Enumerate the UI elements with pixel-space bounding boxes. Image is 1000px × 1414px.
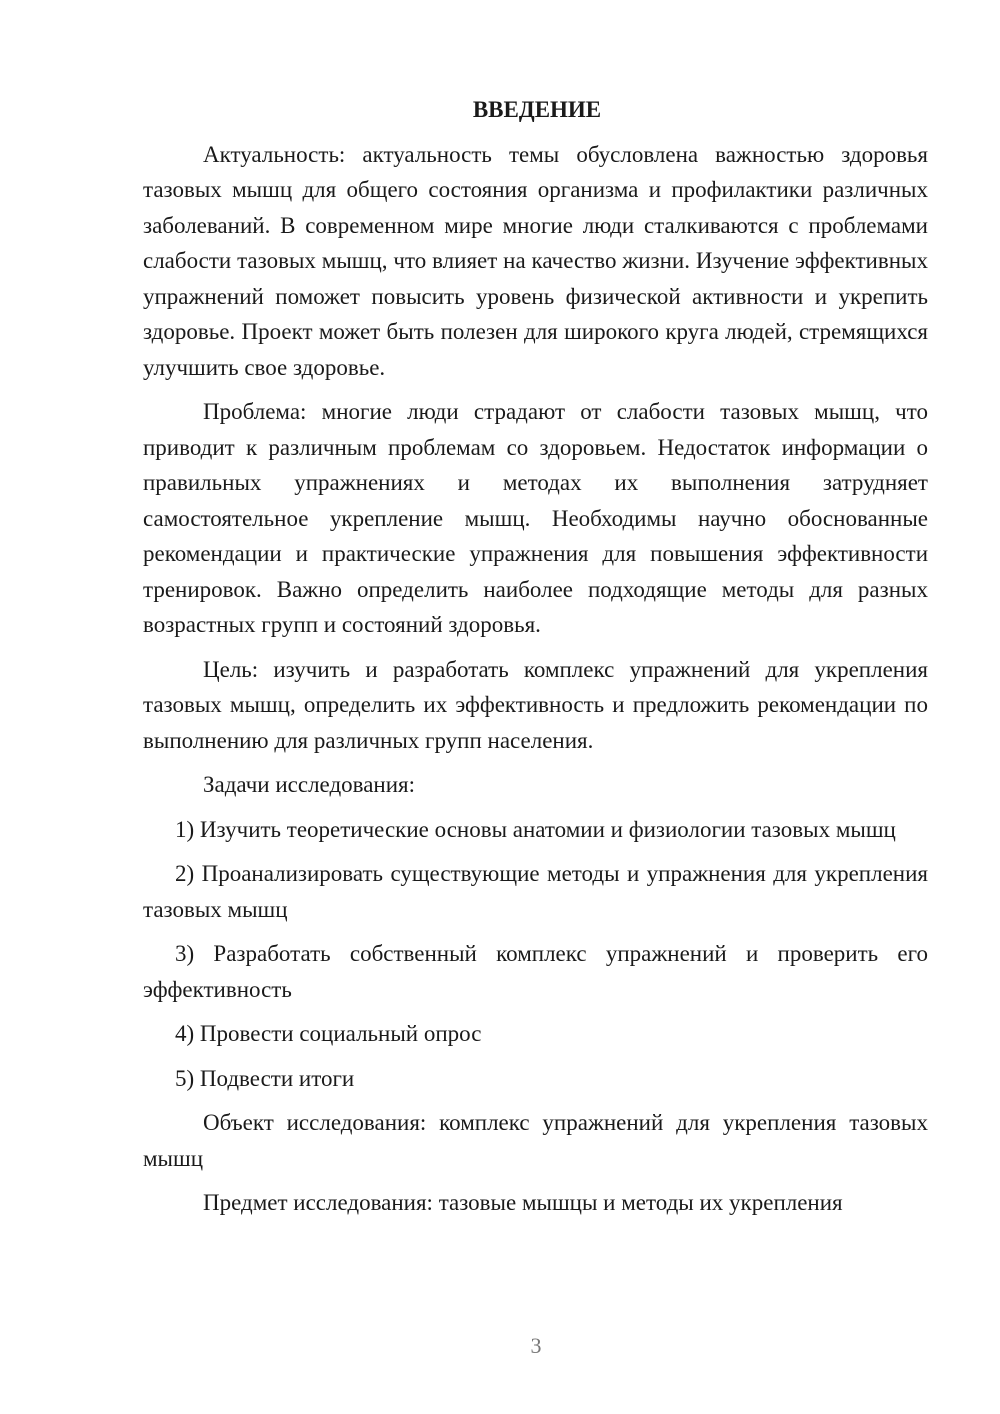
subject-paragraph: Предмет исследования: тазовые мышцы и методы их укрепления — [203, 1190, 843, 1215]
relevance-paragraph: Актуальность: актуальность темы обусловлена важностью здоровья тазовых мышц для общего состояния организма и профилактики различных заболеваний. В современном мире многие люди сталкиваются с проблемами слабости тазовых мышц, что влияет на качество жизни. Изучение эффективных упражнений поможет повысить уровень физической активности и укрепить здоровье. Проект может быть полезен для широкого круга людей, стремящихся улучшить свое здоровье. — [143, 141, 928, 380]
list-item: 2) Проанализировать существующие методы и упражнения для укрепления тазовых мышц — [143, 861, 928, 922]
list-item: 5) Подвести итоги — [175, 1065, 355, 1091]
goal-paragraph: Цель: изучить и разработать комплекс упражнений для укрепления тазовых мышц, определить их эффективность и предложить рекомендации по выполнению для различных групп населения. — [143, 656, 928, 753]
list-item: 1) Изучить теоретические основы анатомии и физиологии тазовых мышц — [175, 816, 896, 842]
tasks-heading: Задачи исследования: — [203, 772, 416, 797]
tasks-list — [143, 812, 928, 1097]
document-body — [143, 92, 928, 1230]
list-item: 3) Разработать собственный комплекс упражнений и проверить его эффективность — [143, 941, 928, 1002]
page-title: ВВЕДЕНИЕ — [472, 97, 602, 122]
problem-paragraph: Проблема: многие люди страдают от слабости тазовых мышц, что приводит к различным проблемам со здоровьем. Недостаток информации о правильных упражнениях и методах их выполнения затрудняет самостоятельное укрепление мышц. Необходимы научно обоснованные рекомендации и практические упражнения для повышения эффективности тренировок. Важно определить наиболее подходящие методы для разных возрастных групп и состояний здоровья. — [143, 399, 928, 637]
list-item: 4) Провести социальный опрос — [175, 1021, 482, 1046]
object-paragraph: Объект исследования: комплекс упражнений для укрепления тазовых мышц — [143, 1110, 928, 1171]
page-number: 3 — [530, 1333, 542, 1358]
